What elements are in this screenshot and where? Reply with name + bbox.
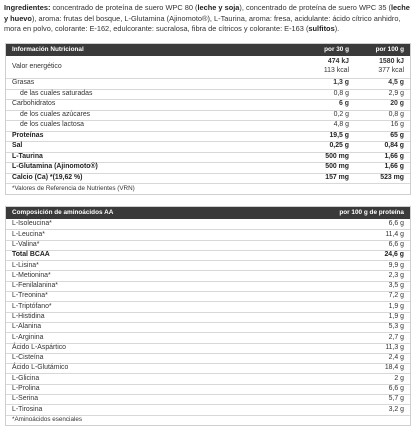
nutrition-row (6, 162, 410, 173)
amino-row-value: 2,7 g (388, 333, 404, 341)
amino-row-label: Total BCAA (12, 251, 50, 259)
amino-row (6, 322, 410, 332)
ingredients-paragraph (4, 3, 414, 35)
amino-row-label: L-Lisina* (12, 261, 39, 269)
amino-row (6, 312, 410, 322)
nutrition-value: 500 mg (325, 163, 349, 171)
amino-row-value: 3,2 g (388, 405, 404, 413)
nutrition-value: 157 mg (325, 173, 349, 181)
amino-row (6, 384, 410, 394)
nutrition-value: 1580 kJ (379, 58, 404, 66)
ingredient-text: concentrado de proteína de suero WPC 80 ( (50, 3, 198, 12)
nutrition-row (6, 183, 410, 194)
nutrition-row (6, 120, 410, 131)
amino-row-label: Ácido L-Glutámico (12, 364, 69, 372)
amino-row-value: 3,5 g (388, 282, 404, 290)
allergen-text: leche y soja (197, 3, 240, 12)
nutrition-value: 1,3 g (333, 79, 349, 87)
nutrition-header-col2: por 100 g (375, 46, 404, 53)
nutrition-value: 65 g (390, 131, 404, 139)
nutrition-row (6, 56, 410, 78)
amino-row-value: 9,9 g (388, 261, 404, 269)
amino-row-label: L-Leucina* (12, 230, 45, 238)
nutrition-row-label: de los cuales azúcares (20, 110, 91, 118)
nutrition-row (6, 78, 410, 89)
amino-row-value: 6,6 g (388, 385, 404, 393)
nutrition-row (6, 110, 410, 121)
nutrition-value (349, 184, 404, 193)
amino-row (6, 250, 410, 260)
amino-row-value: 6,6 g (388, 240, 404, 248)
amino-row-label: L-Valina* (12, 240, 40, 248)
nutrition-row-label: Grasas (12, 79, 35, 87)
ingredient-text: ), aroma: frutas del bosque, L-Glutamina (Ajinomoto®), L-Taurina, aroma: fresa, acidulante: ácido cítrico anhidro, mora en polvo, colorante: E-162, edulcorante: sucralosa, fibra de cítricos y colorante: E-163 ( (4, 13, 401, 34)
nutrition-value: 0,8 g (388, 110, 404, 118)
amino-row-label: L-Arginina (12, 333, 44, 341)
nutrition-value: 2,9 g (388, 89, 404, 97)
nutrition-row-label: *Valores de Referencia de Nutrientes (VRN) (12, 184, 135, 192)
nutrition-value: 20 g (390, 100, 404, 108)
amino-row (6, 240, 410, 250)
amino-row-value: 2 g (394, 374, 404, 382)
nutrition-row (6, 141, 410, 152)
nutrition-value: 1,66 g (384, 152, 404, 160)
amino-row-label: L-Fenilalanina* (12, 282, 58, 290)
nutrition-row-label: L-Taurina (12, 152, 43, 160)
nutrition-value: 377 kcal (378, 67, 404, 75)
ingredients-text (4, 3, 410, 33)
nutrition-value (294, 184, 349, 193)
amino-row-value: 24,6 g (384, 251, 404, 259)
amino-row-label: L-Cisteína (12, 354, 44, 362)
nutrition-row-label: Proteínas (12, 131, 44, 139)
amino-row-value: 11,3 g (385, 343, 404, 351)
nutrition-value: 0,8 g (333, 89, 349, 97)
allergen-text: sulfitos (308, 24, 335, 34)
amino-row (6, 373, 410, 383)
nutrition-value: 0,25 g (329, 142, 349, 150)
amino-row-label: L-Metionina* (12, 271, 51, 279)
nutrition-table-header (6, 44, 410, 56)
nutrition-row-label: de los cuales lactosa (20, 121, 84, 129)
nutrition-value: 474 kJ (327, 58, 349, 66)
amino-row-label: L-Tirosina (12, 405, 43, 413)
amino-header-col1: por 100 g de proteína (339, 209, 404, 216)
amino-row-value: 7,2 g (388, 292, 404, 300)
amino-row-label: L-Glicina (12, 374, 40, 382)
amino-row-label: L-Histidina (12, 313, 45, 320)
nutrition-row (6, 131, 410, 142)
nutrition-value: 1,66 g (384, 163, 404, 171)
amino-row (6, 363, 410, 373)
amino-row-label: L-Treonina* (12, 292, 48, 300)
amino-row-label: Ácido L-Aspártico (12, 343, 67, 351)
amino-row (6, 332, 410, 342)
nutrition-table (5, 43, 411, 195)
nutrition-table-body (6, 56, 410, 194)
amino-row (6, 343, 410, 353)
amino-row (6, 260, 410, 270)
amino-row-label: L-Triptófano* (12, 302, 52, 310)
amino-row (6, 301, 410, 311)
nutrition-value: 523 mg (380, 173, 404, 181)
nutrition-row (6, 152, 410, 163)
amino-table-header (6, 207, 410, 219)
amino-row-value: 5,7 g (388, 395, 404, 403)
amino-row (6, 415, 410, 425)
nutrition-row-label: de las cuales saturadas (20, 89, 93, 97)
amino-row-label: L-Prolina (12, 385, 40, 393)
amino-row (6, 394, 410, 404)
nutrition-row-label: L-Glutamina (Ajinomoto®) (12, 163, 98, 171)
amino-row-value: 5,3 g (388, 323, 404, 331)
nutrition-row (6, 173, 410, 184)
ingredients-label: Ingredientes: (4, 3, 51, 12)
nutrition-row-label: Carbohidratos (12, 100, 56, 108)
amino-row (6, 353, 410, 363)
amino-table-body (6, 219, 410, 425)
nutrition-row (6, 99, 410, 110)
allergen-text: leche y huevo (4, 3, 410, 23)
nutrition-value: 19,5 g (329, 131, 349, 139)
amino-row (6, 270, 410, 280)
nutrition-value: 4,5 g (388, 79, 404, 87)
amino-row-value: 2,3 g (388, 271, 404, 279)
ingredient-text: ), concentrado de proteína de suero WPC 35 ( (239, 3, 391, 12)
amino-row-value: 2,4 g (388, 354, 404, 362)
nutrition-value: 16 g (390, 121, 404, 129)
amino-row-label: L-Isoleucina* (12, 219, 52, 227)
nutrition-value: 0,84 g (384, 142, 404, 150)
amino-row-label: L-Serina (12, 395, 39, 403)
amino-row-value: 1,9 g (388, 302, 404, 310)
nutrition-value: 113 kcal (323, 67, 349, 75)
nutrition-header-label: Información Nutricional (12, 46, 84, 53)
nutrition-header-col1: por 30 g (324, 46, 349, 53)
amino-row (6, 404, 410, 414)
amino-row-value: 6,6 g (388, 219, 404, 227)
amino-row (6, 219, 410, 229)
amino-header-label: Composición de aminoácidos AA (12, 209, 114, 216)
nutrition-value: 0,2 g (333, 110, 349, 118)
ingredient-text: ). (334, 24, 340, 34)
amino-table (5, 206, 411, 426)
nutrition-row (6, 89, 410, 100)
nutrition-row-label: Calcio (Ca) *(19,62 %) (12, 173, 83, 181)
amino-row (6, 229, 410, 239)
amino-row-value: 18,4 g (384, 364, 404, 372)
nutrition-row-label: Sal (12, 142, 23, 150)
nutrition-value: 6 g (339, 100, 349, 108)
nutrition-value: 500 mg (325, 152, 349, 160)
amino-row-value: 1,9 g (388, 313, 404, 320)
amino-row-label: *Aminoácidos esenciales (12, 416, 83, 424)
amino-row (6, 291, 410, 301)
amino-row-label: L-Alanina (12, 323, 42, 331)
nutrition-value: 4,8 g (333, 121, 349, 129)
amino-row (6, 281, 410, 291)
nutrition-row-label: Valor energético (12, 62, 62, 70)
amino-row-value: 11,4 g (385, 230, 404, 238)
